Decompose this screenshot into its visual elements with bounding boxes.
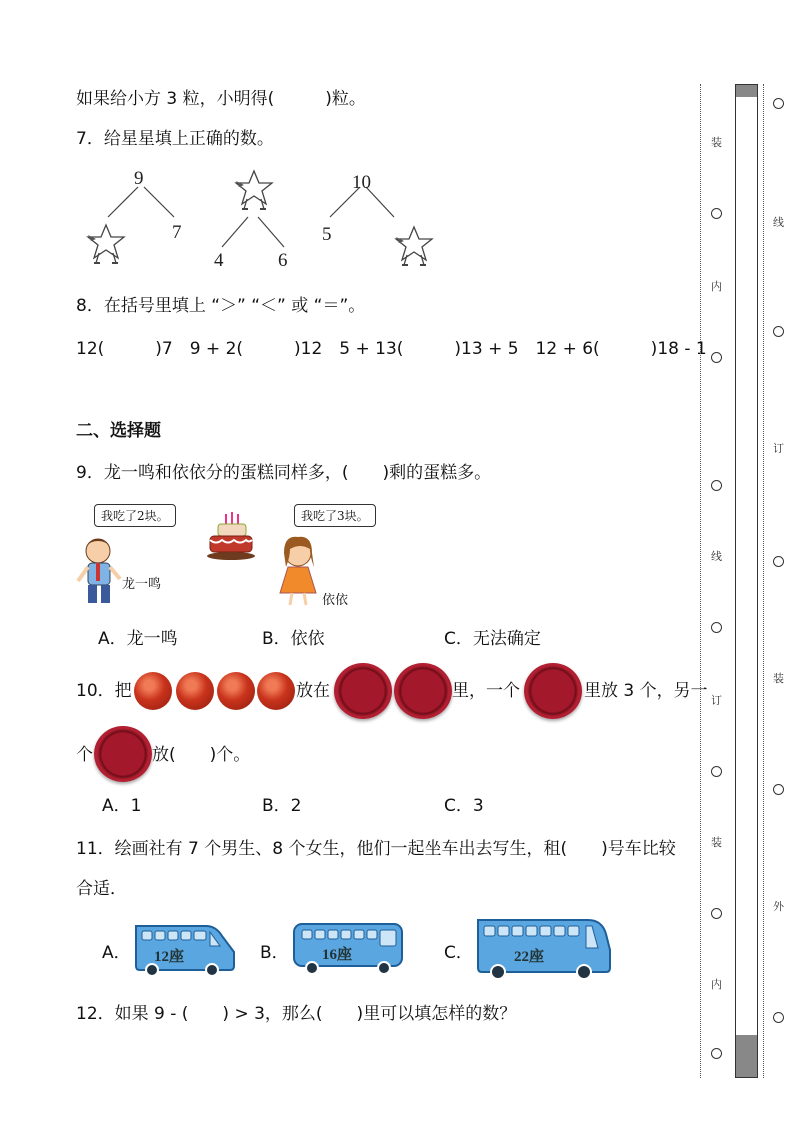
q8-text: 8．在括号里填上 “＞” “＜” 或 “＝”。 [76, 296, 366, 316]
q9-option-c[interactable]: C．无法确定 [444, 629, 541, 649]
binding-label: 订 [711, 694, 722, 707]
q11-option-a[interactable]: A． [102, 943, 131, 963]
tree2-right: 6 [278, 250, 288, 271]
q11-option-b[interactable]: B． [260, 943, 289, 963]
binding-hole [773, 326, 784, 337]
binding-label: 装 [711, 136, 722, 149]
q12-text: 12．如果 9 - ( ) > 3，那么( )里可以填怎样的数？ [76, 1004, 517, 1024]
girl-icon [274, 535, 324, 610]
binding-label: 外 [773, 900, 784, 913]
q10-option-b[interactable]: B．2 [262, 796, 302, 816]
binding-dotted-line-inner [700, 84, 702, 1078]
plate-icon [394, 663, 452, 719]
binding-label: 装 [711, 836, 722, 849]
name-1: 龙一鸣 [122, 576, 162, 591]
tree1-top: 9 [134, 168, 144, 189]
binding-hole [773, 1012, 784, 1023]
tree2-left: 4 [214, 250, 224, 271]
q10-part-c: 里，一个 [452, 681, 520, 701]
q9-option-a[interactable]: A．龙一鸣 [98, 629, 178, 649]
q11-option-c[interactable]: C． [444, 943, 473, 963]
binding-label: 订 [773, 442, 784, 455]
fruit-icon [257, 672, 295, 710]
star-icon [396, 227, 432, 265]
q9-text: 9．龙一鸣和依依分的蛋糕同样多，( )剩的蛋糕多。 [76, 463, 492, 483]
bus-16-label: 16座 [322, 947, 353, 963]
binding-label: 内 [711, 280, 722, 293]
tree3-top: 10 [352, 172, 371, 193]
q10-option-c[interactable]: C．3 [444, 796, 484, 816]
q10-part-d: 里放 3 个，另一 [584, 681, 708, 701]
binding-hole [773, 784, 784, 795]
speech-bubble-1: 我吃了2块。 [94, 504, 176, 527]
binding-strip [735, 84, 758, 1078]
binding-hole [711, 352, 722, 363]
q10-part-b: 放在 [296, 681, 330, 701]
binding-hole [711, 622, 722, 633]
q10-part-a: 10．把 [76, 681, 132, 701]
fruit-icon [176, 672, 214, 710]
q8-items: 12( )7 9 + 2( )12 5 + 13( )13 + 5 12 + 6( )18 - 1 [76, 339, 707, 359]
name-2: 依依 [322, 592, 349, 607]
bus-22-label: 22座 [514, 949, 545, 965]
bus-12-label: 12座 [154, 949, 185, 965]
binding-hole [773, 556, 784, 567]
q10-part-f: 放( )个。 [152, 745, 251, 765]
binding-label: 线 [711, 550, 722, 563]
plate-icon [334, 663, 392, 719]
binding-hole [711, 208, 722, 219]
boy-icon [76, 535, 126, 610]
binding-label: 内 [711, 978, 722, 991]
section-title: 二、选择题 [76, 421, 161, 441]
fruit-icon [217, 672, 255, 710]
q7-text: 7．给星星填上正确的数。 [76, 129, 274, 149]
q10-option-a[interactable]: A．1 [102, 796, 142, 816]
cake-icon [206, 510, 256, 562]
star-icon [236, 171, 272, 209]
binding-hole [711, 1048, 722, 1059]
star-icon [88, 225, 124, 263]
binding-hole [773, 98, 784, 109]
binding-hole [711, 480, 722, 491]
plate-icon [94, 726, 152, 782]
q6-tail-text: 如果给小方 3 粒，小明得( )粒。 [76, 89, 366, 109]
q10-part-e: 个 [76, 745, 93, 765]
speech-bubble-2: 我吃了3块。 [294, 504, 376, 527]
binding-hole [711, 766, 722, 777]
binding-label: 装 [773, 672, 784, 685]
q9-option-b[interactable]: B．依依 [262, 629, 325, 649]
tree3-left: 5 [322, 224, 332, 245]
fruit-icon [134, 672, 172, 710]
tree1-right: 7 [172, 222, 182, 243]
number-trees [76, 165, 456, 275]
binding-dotted-line-outer [763, 84, 765, 1078]
q11-text: 11．绘画社有 7 个男生、8 个女生，他们一起坐车出去写生，租( )号车比较 [76, 839, 676, 859]
binding-hole [711, 908, 722, 919]
q11-text-2: 合适． [76, 879, 127, 899]
bus-12-icon[interactable] [132, 922, 238, 976]
binding-label: 线 [773, 216, 784, 229]
plate-icon [524, 663, 582, 719]
